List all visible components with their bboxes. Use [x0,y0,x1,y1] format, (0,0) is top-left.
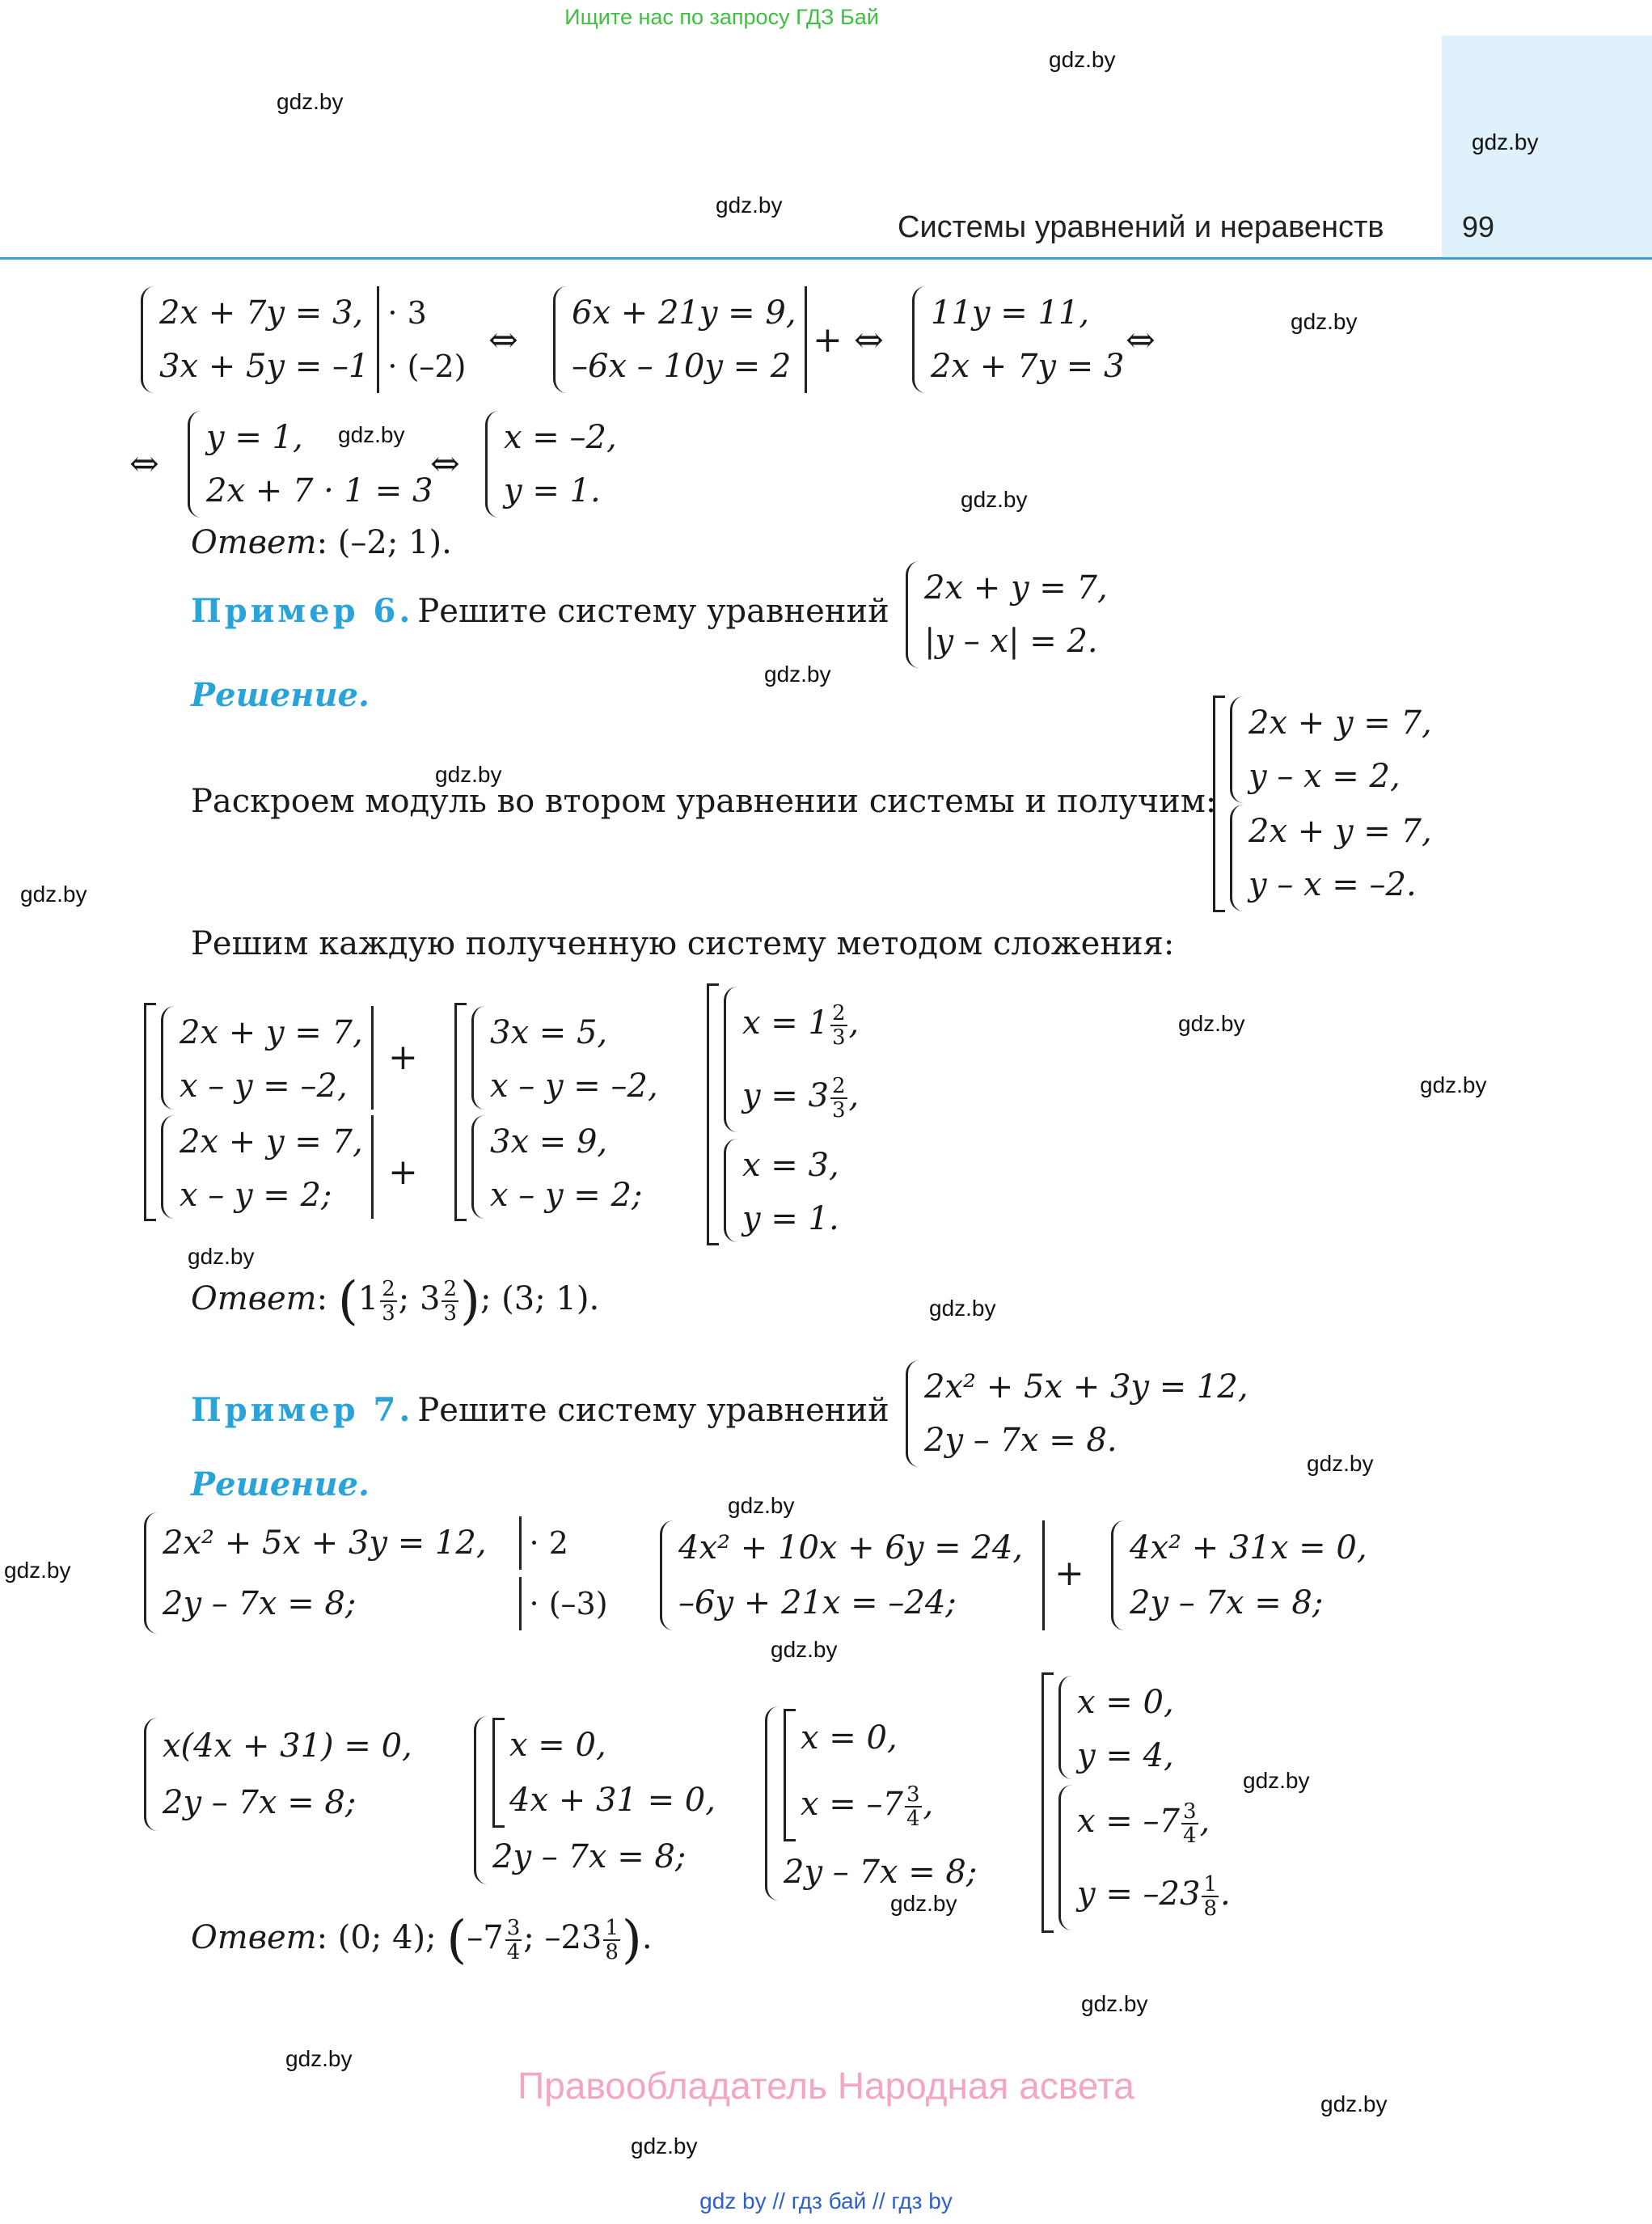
watermark: gdz.by [631,2133,698,2158]
brace [906,1360,919,1467]
equation: y = 1. [504,472,601,509]
bracket [784,1709,796,1841]
watermark: gdz.by [961,487,1028,512]
answer-whole: –7 [467,1919,504,1956]
numerator: 1 [1203,1871,1217,1896]
equation: 4x + 31 = 0, [509,1781,716,1819]
watermark: gdz.by [1178,1011,1245,1036]
ex7-system-2 [660,1520,1045,1630]
equation: x(4x + 31) = 0, [163,1727,412,1765]
plus-sign: + [1054,1553,1084,1594]
brace [474,1716,488,1884]
header-title: Системы уравнений и неравенств [898,210,1384,244]
brace [1111,1520,1125,1630]
denominator: 3 [832,1098,846,1123]
sub-system [1058,1676,1231,1779]
bracket [144,1003,156,1221]
equation: 4x² + 10x + 6y = 24, [678,1529,1023,1567]
fraction [905,1783,922,1830]
eq-text: y = 3 [742,1077,829,1114]
equation: 3x = 9, [490,1123,608,1161]
answer-value: : [316,1280,338,1317]
watermark: gdz.by [20,882,87,907]
eq-text: x = 1 [742,1004,829,1042]
divider-bar [1042,1520,1045,1630]
watermark: gdz.by [771,1637,838,1662]
equation: 3x = 5, [490,1013,608,1051]
equation: 2x + y = 7, [1249,704,1432,742]
numerator: 2 [832,1074,846,1098]
equation: 2x + 7y = 3 [931,348,1125,385]
fraction [1181,1800,1198,1847]
brace [1058,1785,1072,1930]
equation: y = 1. [742,1200,839,1237]
fraction [505,1917,522,1964]
denominator: 8 [605,1940,619,1964]
eq-text: y = –23 [1077,1875,1201,1913]
step-2-set [454,1003,658,1221]
sub-system [1230,805,1432,911]
answer-whole: –23 [544,1919,602,1956]
brace [471,1115,485,1219]
equation: y = 3 $\frac{2}{3}$ , [742,1074,860,1123]
fraction [830,1002,847,1049]
solution-label: Решение. [191,1465,370,1503]
brace [765,1706,779,1901]
numerator: 3 [506,1916,521,1940]
bracket [492,1718,505,1828]
ex7-system-1 [144,1512,608,1634]
equation: y – x = 2, [1249,758,1401,795]
equation: 2x² + 5x + 3y = 12, [163,1524,487,1562]
equation: |y – x| = 2. [924,623,1098,660]
brace [724,987,737,1132]
denominator: 3 [831,1025,846,1050]
watermark: gdz.by [435,762,502,787]
equation: y = 4, [1077,1736,1174,1774]
multiplier: · (–3) [519,1577,608,1630]
equation: 2x + y = 7, [180,1013,363,1051]
eq-text: x = –7 [1077,1802,1180,1840]
sub-system [1230,696,1432,803]
equation: x = 0, [801,1719,898,1757]
example-label: Пример 6. [191,592,414,630]
brace [724,1139,737,1242]
watermark: gdz.by [890,1891,957,1916]
plus-sign: + [813,319,843,361]
brace [1230,696,1244,803]
equation: x – y = 2; [490,1176,643,1214]
divider-bar [371,1115,374,1219]
expanded-set [1213,696,1432,912]
top-banner[interactable]: Ищите нас по запросу ГДЗ Бай [564,5,879,29]
equation: y = –23 $\frac{1}{8}$ . [1077,1871,1231,1921]
watermark: gdz.by [1243,1768,1310,1793]
watermark: gdz.by [1307,1451,1374,1476]
brace [553,286,567,393]
brace [161,1115,175,1219]
denominator: 4 [1182,1823,1197,1848]
sub-system [471,1006,658,1110]
equation: 2y – 7x = 8. [924,1422,1118,1459]
brace [660,1520,674,1630]
example-6-system [906,561,1108,668]
plus-sign: + [388,1037,418,1078]
equation: y – x = –2. [1249,866,1417,903]
sub-system [161,1115,374,1219]
equiv-sign: ⇔ [854,319,884,361]
answer-whole: 3 [419,1280,441,1317]
answer-label: Ответ [191,1919,317,1956]
answer-6: Ответ: (1 $\frac{2}{3}$ ; 3 $\frac{2}{3}$ ); (3; 1). [191,1271,600,1331]
equation: 2y – 7x = 8; [1130,1584,1324,1621]
page-number: 99 [1462,210,1495,243]
watermark: gdz.by [277,89,344,114]
bracket [454,1003,467,1221]
watermark: gdz.by [929,1296,996,1321]
denominator: 8 [1203,1896,1217,1921]
sub-system [724,1139,859,1242]
numerator: 3 [906,1782,920,1807]
example-7-title [191,1391,889,1429]
sub-set [492,1718,716,1828]
divider-bar [371,1006,374,1110]
multiplier: · 3 [387,295,427,331]
equation: 2x + y = 7, [180,1123,363,1161]
bracket [1213,696,1225,912]
watermark: gdz.by [1291,309,1358,334]
brace [141,286,154,393]
system-1d [188,411,433,518]
system-1e [485,411,617,518]
watermark: gdz.by [285,2046,353,2071]
ex7-system-3 [1111,1520,1367,1630]
brace [906,561,919,668]
example-7-system [906,1360,1249,1467]
fraction [442,1278,458,1325]
brace [1230,805,1244,911]
fraction [603,1917,620,1964]
answer-whole: 1 [357,1280,379,1317]
result-set [707,983,859,1245]
watermark: gdz.by [728,1493,795,1518]
numerator: 2 [443,1277,457,1301]
fraction [1202,1873,1219,1920]
sub-system [161,1006,374,1110]
equation: 2y – 7x = 8; [492,1837,687,1875]
watermark: gdz.by [1472,129,1539,154]
multiplier: · 2 [519,1516,608,1570]
ex7-system-6 [765,1706,977,1901]
brace [144,1512,158,1634]
plus-sign: + [388,1152,418,1193]
equation: x = 0, [1077,1683,1174,1721]
numerator: 1 [605,1916,619,1940]
brace [471,1006,485,1110]
method-text: Решим каждую полученную систему методом сложения: [191,925,1175,962]
system-1c [912,286,1124,393]
brace [485,411,499,518]
system-1b [553,286,807,393]
answer-label: Ответ [191,524,317,561]
equation: x – y = –2, [180,1067,348,1105]
example-text: Решите систему уравнений [417,1392,889,1429]
paren-close: ) [621,1910,642,1970]
equation: 2y – 7x = 8; [163,1784,357,1821]
watermark: gdz.by [716,192,783,218]
step-1-set [144,1003,374,1221]
equation: x = 1 $\frac{2}{3}$ , [742,1001,860,1050]
expand-text: Раскроем модуль во втором уравнении системы и получим: [191,783,1217,820]
brace [912,286,926,393]
equation: 2x + 7 · 1 = 3 [206,472,433,509]
denominator: 4 [506,1940,521,1964]
equation: 3x + 5y = –1 [159,348,370,385]
sub-system [1058,1785,1231,1930]
brace [188,411,201,518]
answer-value: ; (3; 1). [480,1280,600,1317]
equation: 2x² + 5x + 3y = 12, [924,1368,1249,1406]
equation: 2y – 7x = 8; [163,1584,357,1622]
brace [144,1718,158,1831]
equation: x = –2, [504,419,617,456]
equation: x = –7 $\frac{3}{4}$ , [1077,1799,1210,1848]
equation: 2x + 7y = 3, [159,294,364,332]
paren-open: ( [446,1910,467,1970]
watermark: gdz.by [4,1558,71,1583]
numerator: 3 [1182,1799,1197,1824]
equiv-sign: ⇔ [129,443,159,484]
sub-system [724,987,859,1132]
ex7-result-set [1041,1672,1231,1933]
sub-set [784,1709,977,1841]
watermark: gdz.by [1320,2091,1388,2116]
answer-7: Ответ: (0; 4); (–7 $\frac{3}{4}$ ; –23 $\frac{1}{8}$ ). [191,1910,653,1970]
bracket [707,983,719,1245]
equation: 2x + y = 7, [924,569,1108,607]
multiplier: · (–2) [387,349,467,384]
watermark: gdz.by [188,1244,255,1269]
paren-open: ( [337,1271,358,1331]
equiv-sign: ⇔ [430,443,460,484]
equation: 4x² + 31x = 0, [1130,1529,1367,1567]
equation: x = –7 $\frac{3}{4}$ , [801,1782,934,1831]
equation: 2y – 7x = 8; [784,1853,978,1891]
numerator: 2 [831,1001,846,1025]
equation: 6x + 21y = 9, [572,294,796,332]
brace [161,1006,175,1110]
solution-label: Решение. [191,676,370,714]
equation: 2x + y = 7, [1249,813,1432,850]
denominator: 3 [382,1301,395,1326]
equation: 11y = 11, [931,294,1090,332]
sub-system [471,1115,658,1219]
watermark: gdz.by [1049,47,1116,72]
example-6-title [191,592,889,630]
example-text: Решите систему уравнений [417,593,889,630]
paren-close: ) [459,1271,480,1331]
equation: x = 3, [742,1147,839,1184]
answer-value: : (–2; 1). [316,524,452,561]
brace [1058,1676,1072,1779]
equation: x – y = 2; [180,1176,332,1214]
footer-links[interactable]: gdz by // гдз бай // гдз by [699,2188,953,2213]
ex7-system-5 [474,1716,716,1884]
watermark: gdz.by [764,662,831,687]
watermark: gdz.by [338,422,405,447]
watermark: gdz.by [1420,1072,1487,1097]
fraction [380,1278,397,1325]
answer-label: Ответ [191,1280,317,1317]
numerator: 2 [382,1277,395,1301]
copyright-notice: Правообладатель Народная асвета [518,2065,1134,2107]
equation: –6x – 10y = 2 [572,348,792,385]
equation: x – y = –2, [490,1067,658,1105]
bracket [1041,1672,1054,1933]
fraction [830,1075,847,1122]
example-label: Пример 7. [191,1391,414,1429]
ex7-system-4 [144,1718,412,1831]
divider-bar [805,286,807,393]
denominator: 4 [906,1806,920,1831]
answer-1 [191,524,452,561]
equation: x = 0, [509,1726,606,1764]
denominator: 3 [443,1301,457,1326]
watermark: gdz.by [1081,1991,1148,2016]
system-1a [141,286,466,393]
equiv-sign: ⇔ [488,319,518,361]
equiv-sign: ⇔ [1126,319,1156,361]
equation: –6y + 21x = –24; [678,1584,957,1621]
header-rule [0,257,1652,260]
equation: y = 1, [206,419,303,456]
answer-value: : (0; 4); [316,1919,447,1956]
eq-text: x = –7 [801,1785,903,1823]
